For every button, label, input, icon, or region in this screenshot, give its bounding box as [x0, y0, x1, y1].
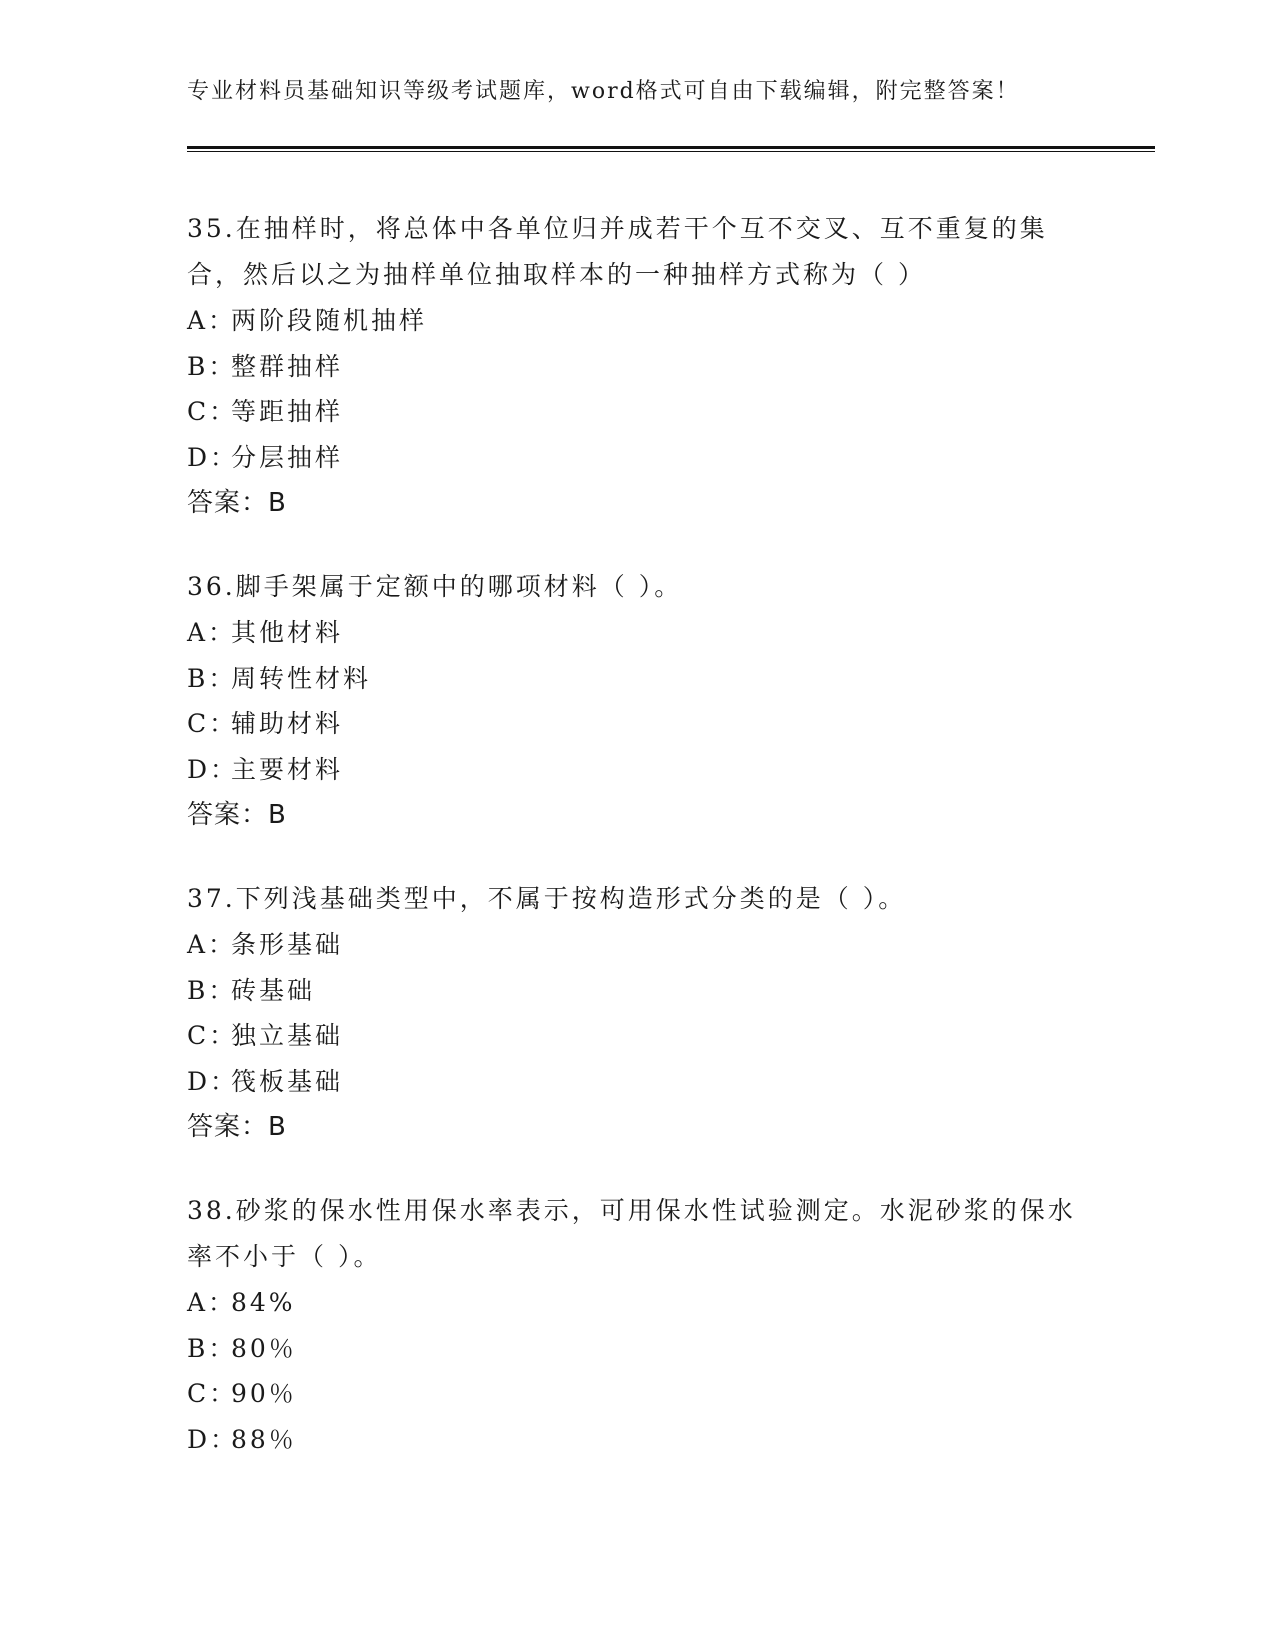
option-label: A： [187, 618, 237, 647]
option-text: 筏板基础 [231, 1066, 344, 1096]
option-label: C： [187, 1021, 238, 1050]
header-divider [187, 146, 1155, 152]
option-text: 条形基础 [231, 930, 344, 959]
option-label: B： [187, 975, 237, 1005]
answer-line: 答案：B [187, 800, 287, 830]
option-label: D： [187, 1066, 239, 1096]
option-d [187, 435, 1077, 481]
question-item [187, 564, 1077, 838]
answer-line: 答案：B [187, 1112, 287, 1142]
option-label: A： [187, 930, 237, 959]
option-text: 整群抽样 [231, 351, 344, 381]
option-label: B： [187, 351, 237, 381]
option-text: 88％ [231, 1424, 297, 1454]
option-b [187, 656, 1077, 702]
document-header: 专业材料员基础知识等级考试题库，word格式可自由下载编辑，附完整答案！ [187, 79, 1020, 104]
question-stem: 37.下列浅基础类型中，不属于按构造形式分类的是（ ）。 [187, 884, 907, 913]
option-text: 辅助材料 [231, 709, 344, 738]
option-text: 两阶段随机抽样 [231, 306, 428, 335]
option-label: D： [187, 754, 239, 784]
option-text: 其他材料 [231, 618, 344, 647]
option-label: B： [187, 1333, 237, 1363]
question-stem: 35.在抽样时，将总体中各单位归并成若干个互不交叉、互不重复的集合，然后以之为抽样单位抽取样本的一种抽样方式称为（ ） [187, 214, 1048, 289]
option-c [187, 1013, 1077, 1059]
option-d [187, 1059, 1077, 1105]
option-b [187, 968, 1077, 1014]
option-a [187, 610, 1077, 656]
option-d [187, 1417, 1077, 1463]
option-c [187, 389, 1077, 435]
option-c [187, 1371, 1077, 1417]
option-text: 84% [231, 1288, 296, 1317]
option-label: A： [187, 306, 237, 335]
question-item [187, 206, 1077, 526]
option-text: 等距抽样 [231, 397, 344, 426]
option-a [187, 298, 1077, 344]
question-stem: 36.脚手架属于定额中的哪项材料（ ）。 [187, 572, 683, 601]
option-text: 砖基础 [231, 975, 316, 1005]
question-item [187, 876, 1077, 1150]
option-label: C： [187, 709, 238, 738]
question-item [187, 1188, 1077, 1462]
option-b [187, 344, 1077, 390]
option-text: 周转性材料 [231, 663, 372, 693]
option-text: 90％ [231, 1379, 297, 1408]
option-label: D： [187, 1424, 239, 1454]
option-label: C： [187, 1379, 238, 1408]
option-text: 独立基础 [231, 1021, 344, 1050]
option-a [187, 1280, 1077, 1326]
answer-line: 答案：B [187, 488, 287, 518]
option-c [187, 701, 1077, 747]
option-label: C： [187, 397, 238, 426]
option-text: 分层抽样 [231, 442, 344, 472]
option-a [187, 922, 1077, 968]
question-list [187, 206, 1077, 1500]
option-label: B： [187, 663, 237, 693]
option-label: A： [187, 1288, 237, 1317]
option-text: 主要材料 [231, 754, 344, 784]
option-label: D： [187, 442, 239, 472]
option-b [187, 1326, 1077, 1372]
option-d [187, 747, 1077, 793]
option-text: 80％ [231, 1333, 297, 1363]
question-stem: 38.砂浆的保水性用保水率表示，可用保水性试验测定。水泥砂浆的保水率不小于（ ）。 [187, 1196, 1076, 1271]
